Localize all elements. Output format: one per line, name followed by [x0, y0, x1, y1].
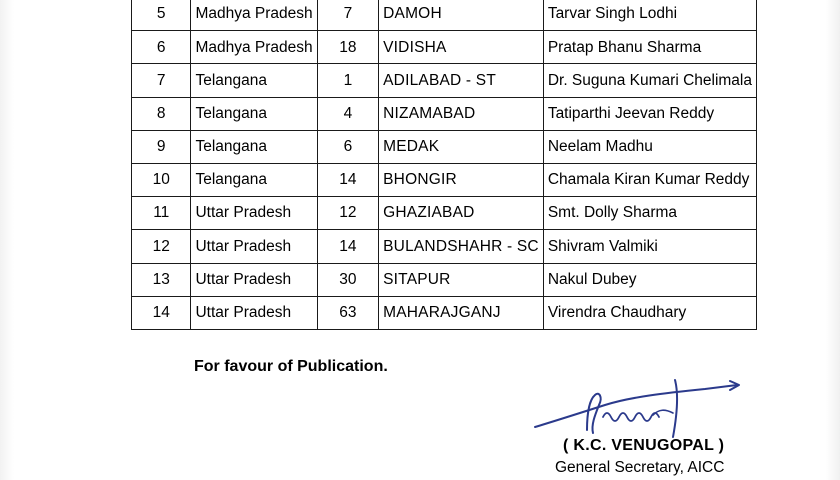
- constituency-number-cell: 12: [317, 197, 378, 230]
- constituency-number-cell: 30: [317, 263, 378, 296]
- state-cell: Telangana: [191, 163, 317, 196]
- serial-number-cell: 5: [132, 0, 191, 31]
- table-row: [132, 64, 757, 97]
- constituency-cell: BHONGIR: [379, 163, 544, 196]
- table-row: [132, 130, 757, 163]
- constituency-cell: ADILABAD - ST: [379, 64, 544, 97]
- constituency-cell: VIDISHA: [379, 31, 544, 64]
- serial-number-cell: 10: [132, 163, 191, 196]
- constituency-cell: GHAZIABAD: [379, 197, 544, 230]
- candidate-name-cell: Smt. Dolly Sharma: [543, 197, 756, 230]
- table-row: [132, 31, 757, 64]
- constituency-cell: DAMOH: [379, 0, 544, 31]
- state-cell: Uttar Pradesh: [191, 296, 317, 329]
- handwritten-signature: [525, 375, 755, 445]
- table-row: [132, 197, 757, 230]
- state-cell: Uttar Pradesh: [191, 197, 317, 230]
- candidate-name-cell: Dr. Suguna Kumari Chelimala: [543, 64, 756, 97]
- constituency-cell: BULANDSHAHR - SC: [379, 230, 544, 263]
- constituency-cell: SITAPUR: [379, 263, 544, 296]
- constituency-number-cell: 7: [317, 0, 378, 31]
- table-row: [132, 230, 757, 263]
- publication-note: For favour of Publication.: [194, 358, 388, 375]
- candidate-name-cell: Tatiparthi Jeevan Reddy: [543, 97, 756, 130]
- serial-number-cell: 7: [132, 64, 191, 97]
- candidates-table: [131, 0, 757, 330]
- candidate-name-cell: Shivram Valmiki: [543, 230, 756, 263]
- table-row: [132, 263, 757, 296]
- candidate-name-cell: Virendra Chaudhary: [543, 296, 756, 329]
- constituency-cell: MEDAK: [379, 130, 544, 163]
- constituency-number-cell: 63: [317, 296, 378, 329]
- constituency-number-cell: 4: [317, 97, 378, 130]
- constituency-number-cell: 14: [317, 163, 378, 196]
- state-cell: Telangana: [191, 97, 317, 130]
- state-cell: Telangana: [191, 64, 317, 97]
- serial-number-cell: 13: [132, 263, 191, 296]
- table-row: [132, 163, 757, 196]
- serial-number-cell: 12: [132, 230, 191, 263]
- state-cell: Madhya Pradesh: [191, 0, 317, 31]
- constituency-cell: NIZAMABAD: [379, 97, 544, 130]
- serial-number-cell: 14: [132, 296, 191, 329]
- serial-number-cell: 11: [132, 197, 191, 230]
- signatory-title: General Secretary, AICC: [555, 459, 725, 476]
- candidate-name-cell: Tarvar Singh Lodhi: [543, 0, 756, 31]
- constituency-number-cell: 6: [317, 130, 378, 163]
- candidate-name-cell: Chamala Kiran Kumar Reddy: [543, 163, 756, 196]
- candidate-name-cell: Neelam Madhu: [543, 130, 756, 163]
- constituency-number-cell: 14: [317, 230, 378, 263]
- serial-number-cell: 6: [132, 31, 191, 64]
- candidate-name-cell: Pratap Bhanu Sharma: [543, 31, 756, 64]
- state-cell: Uttar Pradesh: [191, 230, 317, 263]
- state-cell: Uttar Pradesh: [191, 263, 317, 296]
- candidate-name-cell: Nakul Dubey: [543, 263, 756, 296]
- state-cell: Madhya Pradesh: [191, 31, 317, 64]
- constituency-number-cell: 1: [317, 64, 378, 97]
- table-row: [132, 296, 757, 329]
- table-row: [132, 97, 757, 130]
- signatory-name: ( K.C. VENUGOPAL ): [563, 437, 725, 454]
- serial-number-cell: 9: [132, 130, 191, 163]
- constituency-cell: MAHARAJGANJ: [379, 296, 544, 329]
- serial-number-cell: 8: [132, 97, 191, 130]
- table-row: [132, 0, 757, 31]
- candidates-table-body: [132, 0, 757, 329]
- constituency-number-cell: 18: [317, 31, 378, 64]
- state-cell: Telangana: [191, 130, 317, 163]
